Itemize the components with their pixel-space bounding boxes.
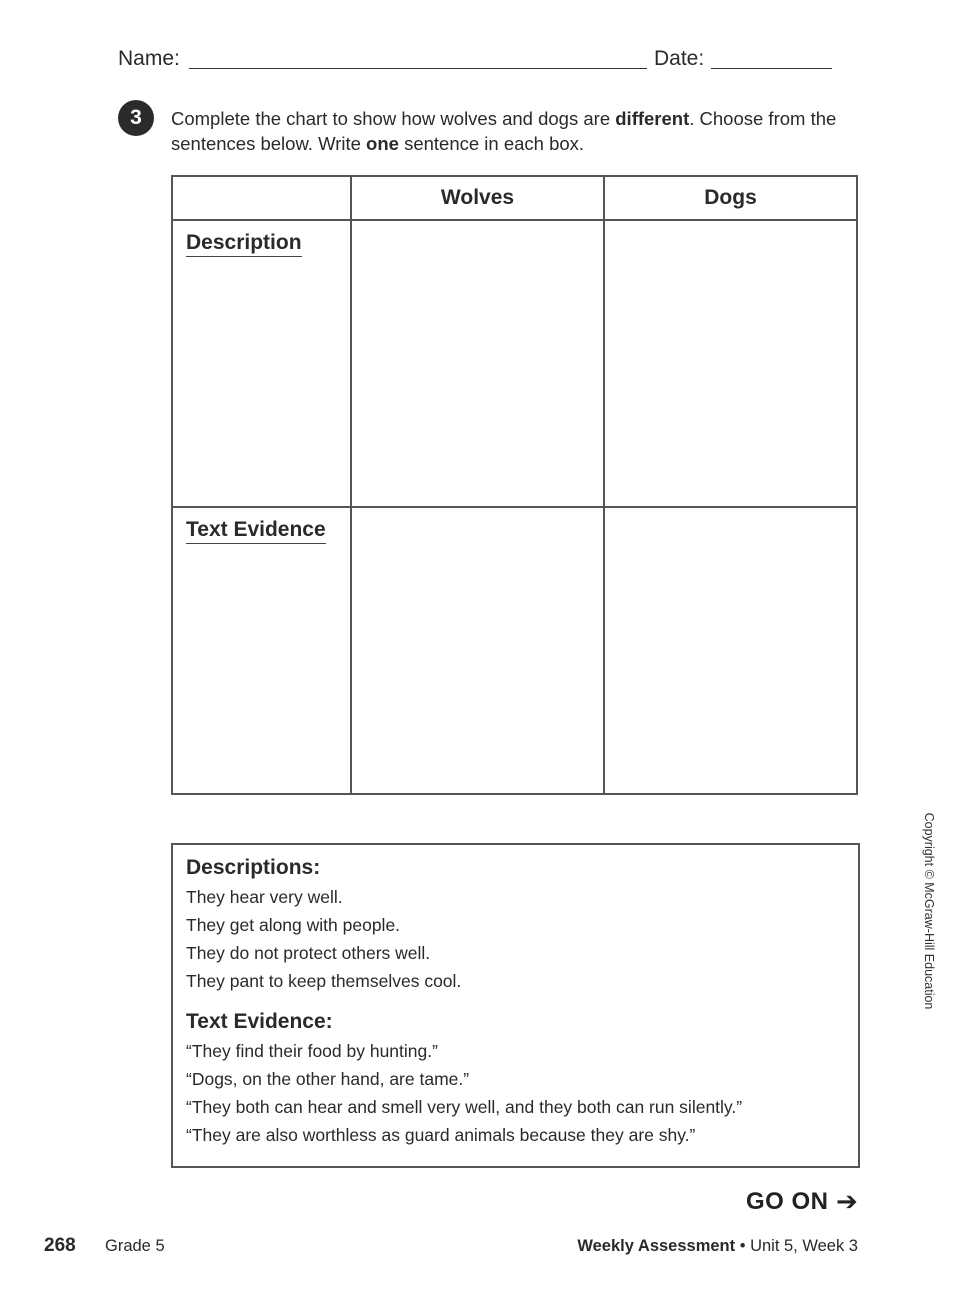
- name-label: Name:: [118, 47, 180, 70]
- answer-box-wolves-evidence[interactable]: [351, 507, 604, 794]
- answer-box-dogs-description[interactable]: [604, 220, 857, 507]
- evidence-option: “They both can hear and smell very well, and they both can run silently.”: [186, 1097, 743, 1117]
- evidence-option: “They find their food by hunting.”: [186, 1041, 438, 1061]
- comparison-chart: [171, 175, 858, 795]
- chart-header-dogs: Dogs: [604, 176, 857, 220]
- description-option: They hear very well.: [186, 887, 343, 907]
- descriptions-heading: Descriptions:: [186, 856, 321, 879]
- row-label-cell: [172, 507, 351, 794]
- description-option: They do not protect others well.: [186, 943, 431, 963]
- description-option: They pant to keep themselves cool.: [186, 971, 462, 991]
- prompt-bold-1: different: [615, 108, 690, 129]
- evidence-option: “Dogs, on the other hand, are tame.”: [186, 1069, 470, 1089]
- row-label-description: Description: [186, 231, 302, 257]
- chart-row-description: [172, 220, 857, 507]
- prompt-bold-2: one: [366, 133, 399, 154]
- assessment-title: Weekly Assessment: [577, 1237, 736, 1255]
- description-option: They get along with people.: [186, 915, 401, 935]
- evidence-heading: Text Evidence:: [186, 1010, 333, 1033]
- footer-separator: •: [735, 1237, 751, 1255]
- chart-header-wolves: Wolves: [351, 176, 604, 220]
- question-number-badge: 3: [118, 100, 154, 136]
- answer-box-wolves-description[interactable]: [351, 220, 604, 507]
- evidence-option: “They are also worthless as guard animals because they are shy.”: [186, 1125, 696, 1145]
- chart-corner-cell: [172, 176, 351, 220]
- arrow-right-icon: ➔: [836, 1186, 858, 1216]
- row-label-text-evidence: Text Evidence: [186, 518, 326, 544]
- prompt-text-3: sentence in each box.: [398, 133, 585, 154]
- name-field[interactable]: [189, 68, 647, 69]
- chart-row-text-evidence: [172, 507, 857, 794]
- question-prompt: [171, 106, 861, 156]
- footer-assessment-info: [577, 1237, 858, 1256]
- copyright-notice: Copyright © McGraw-Hill Education: [922, 812, 936, 1010]
- answer-box-dogs-evidence[interactable]: [604, 507, 857, 794]
- prompt-text-1: Complete the chart to show how wolves and dogs are: [171, 108, 616, 129]
- prompt-text-2: . Choose from the sentences below. Write: [171, 108, 837, 154]
- row-label-cell: [172, 220, 351, 507]
- unit-week: Unit 5, Week 3: [750, 1237, 858, 1255]
- date-label: Date:: [654, 47, 705, 70]
- page-number: 268: [44, 1235, 76, 1256]
- sentence-bank: [171, 843, 860, 1168]
- date-field[interactable]: [711, 68, 832, 69]
- chart-header-row: [172, 176, 857, 220]
- go-on-label: GO ON: [746, 1188, 829, 1215]
- grade-label: Grade 5: [105, 1237, 165, 1255]
